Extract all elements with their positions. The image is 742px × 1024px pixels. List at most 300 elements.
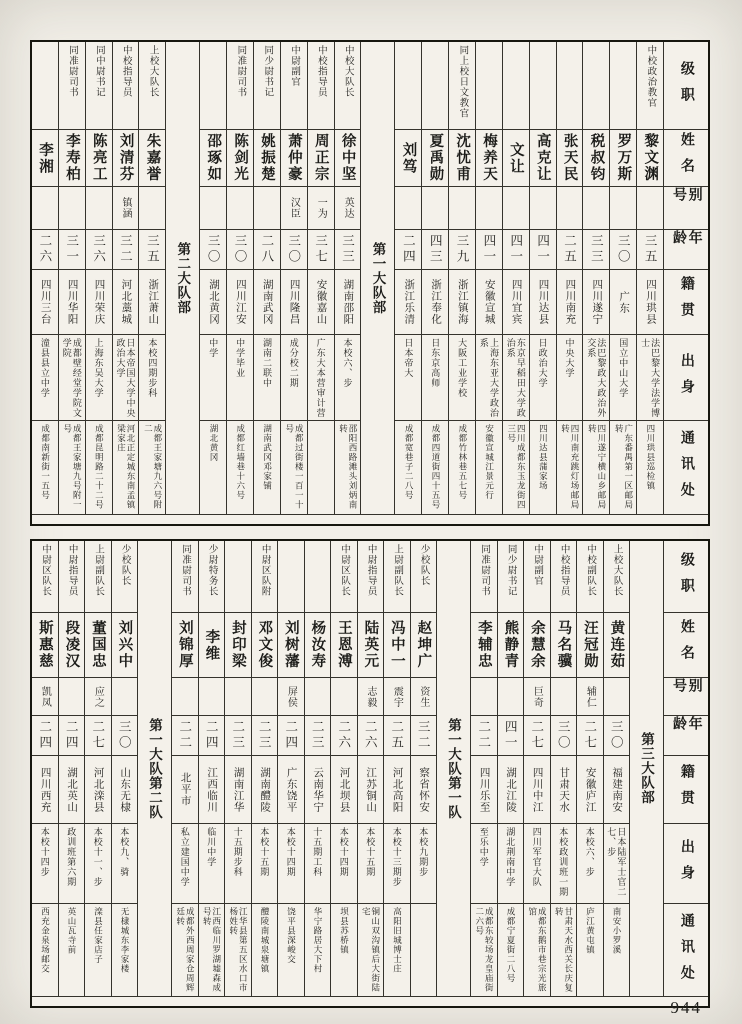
cell-name-text: 沈忧甫	[454, 133, 471, 183]
cell-origin	[384, 756, 410, 824]
section-label-cell	[361, 42, 394, 514]
cell-bg-text: 本校十五期	[259, 827, 270, 877]
cell-bg-text: 至乐中学	[478, 827, 489, 867]
cell-addr-text: 湖南武冈邓家铺	[262, 424, 273, 491]
person-column	[470, 541, 497, 996]
header-cell-addr	[664, 421, 708, 514]
cell-alias-text: 辅仁	[584, 685, 596, 708]
cell-name-text: 杨汝寿	[309, 620, 326, 670]
cell-addr-text: 高阳旧城博士庄	[392, 907, 403, 974]
cell-origin	[411, 756, 437, 824]
cell-alias	[610, 187, 636, 230]
cell-origin-text: 四川江安	[234, 279, 246, 325]
cell-age	[331, 716, 357, 756]
cell-alias	[254, 187, 280, 230]
cell-addr-text: 四川成都东玉龙街四三号	[506, 424, 527, 510]
cell-alias	[278, 678, 304, 716]
cell-addr	[112, 904, 138, 996]
cell-bg-text: 潼县县立中学	[39, 338, 50, 398]
cell-name	[86, 130, 112, 187]
cell-alias-text: 凯凤	[39, 685, 51, 708]
cell-alias	[227, 187, 253, 230]
cell-bg-text: 本校六、步	[342, 338, 353, 388]
person-column	[84, 541, 111, 996]
table-bottom-strip	[32, 514, 708, 524]
cell-age	[384, 716, 410, 756]
cell-alias	[476, 187, 502, 230]
cell-addr-text: 无棣城东李家楼	[120, 907, 130, 974]
cell-age	[449, 230, 475, 270]
cell-addr	[557, 421, 583, 514]
header-label: 籍贯	[678, 276, 694, 328]
person-column	[58, 541, 85, 996]
cell-age	[604, 716, 630, 756]
cell-age-text: 四一	[503, 720, 518, 751]
cell-name-text: 赵坤广	[415, 620, 432, 670]
cell-origin-text: 湖南江华	[232, 766, 244, 813]
cell-name-text: 李维	[203, 628, 220, 662]
cell-bg	[471, 824, 497, 904]
cell-origin-text: 广东	[618, 290, 630, 314]
cell-rank	[85, 541, 111, 613]
cell-addr	[278, 904, 304, 996]
cell-bg-text: 日东京高师	[430, 338, 441, 388]
cell-addr	[331, 904, 357, 996]
cell-bg	[604, 824, 630, 904]
cell-alias	[524, 678, 550, 716]
cell-age	[422, 230, 448, 270]
cell-alias-text: 英达	[342, 197, 354, 219]
cell-name	[172, 613, 198, 678]
cell-addr	[199, 904, 225, 996]
cell-bg-text: 国立中山大学	[618, 338, 629, 398]
cell-rank	[476, 42, 502, 130]
cell-bg-text: 中学毕业	[235, 338, 246, 378]
cell-origin-text: 云南华宁	[312, 766, 324, 813]
cell-bg	[113, 335, 139, 421]
cell-addr-text: 饶平县深峻交	[286, 907, 297, 964]
cell-age-text: 三七	[313, 234, 328, 265]
cell-addr-text: 成都宁夏街二八号	[506, 907, 516, 983]
cell-age	[139, 230, 165, 270]
cell-origin	[422, 270, 448, 335]
cell-addr	[530, 421, 556, 514]
cell-origin-text: 山东无棣	[119, 766, 131, 813]
cell-origin-text: 四川乐至	[478, 766, 490, 813]
cell-addr	[113, 421, 139, 514]
person-column	[138, 42, 165, 514]
cell-rank	[199, 541, 225, 613]
cell-origin	[395, 270, 421, 335]
cell-age-text: 二二	[476, 720, 491, 751]
cell-origin	[59, 756, 85, 824]
person-column	[576, 541, 603, 996]
cell-origin	[59, 270, 85, 335]
cell-name	[577, 613, 603, 678]
cell-addr	[577, 904, 603, 996]
cell-addr-text: 醴陵南城泉塘镇	[260, 907, 270, 974]
cell-origin-text: 湖南醴陵	[259, 766, 271, 813]
cell-rank-text: 同准尉司书	[235, 45, 246, 98]
cell-age-text: 三九	[455, 234, 470, 265]
header-label: 级职	[678, 552, 694, 604]
tables-area	[30, 40, 710, 1021]
cell-age-text: 二四	[64, 720, 79, 751]
cell-name	[305, 613, 331, 678]
cell-rank	[422, 42, 448, 130]
header-label: 姓名	[678, 619, 694, 671]
cell-bg-text: 十五期工科	[312, 827, 323, 877]
cell-name	[112, 613, 138, 678]
person-column	[609, 42, 636, 514]
cell-rank	[335, 42, 361, 130]
cell-alias	[395, 187, 421, 230]
cell-name-text: 姚振楚	[259, 133, 276, 183]
header-label: 年龄	[671, 230, 702, 256]
cell-age	[530, 230, 556, 270]
cell-origin-text: 四川珙县	[644, 279, 656, 325]
cell-rank	[471, 541, 497, 613]
header-cell-origin	[664, 756, 708, 824]
cell-alias-text: 震宇	[391, 685, 403, 708]
cell-name	[411, 613, 437, 678]
cell-alias-text: 汉臣	[288, 197, 300, 219]
cell-bg-text: 本校十四期	[285, 827, 296, 877]
cell-name	[476, 130, 502, 187]
cell-origin	[227, 270, 253, 335]
cell-age	[498, 716, 524, 756]
cell-alias	[471, 678, 497, 716]
cell-bg	[335, 335, 361, 421]
person-column	[636, 42, 663, 514]
cell-rank-text: 同准尉司书	[67, 45, 78, 98]
cell-bg	[610, 335, 636, 421]
cell-addr	[252, 904, 278, 996]
cell-rank	[604, 541, 630, 613]
cell-alias-text: 应之	[92, 685, 104, 708]
cell-origin-text: 河北坝县	[338, 766, 350, 813]
cell-rank-text: 同中尉书记	[93, 45, 104, 98]
cell-bg-text: 日政治大学	[537, 338, 548, 388]
cell-rank-text: 上尉副队长	[93, 544, 104, 597]
cell-bg-text: 本校十四期	[338, 827, 349, 877]
cell-origin	[335, 270, 361, 335]
cell-age-text: 三五	[643, 234, 658, 265]
cell-rank	[59, 42, 85, 130]
cell-rank	[252, 541, 278, 613]
cell-rank	[139, 42, 165, 130]
cell-age	[199, 716, 225, 756]
cell-origin	[583, 270, 609, 335]
cell-age-text: 四三	[428, 234, 443, 265]
cell-alias	[384, 678, 410, 716]
cell-origin-text: 四川荣庆	[93, 279, 105, 325]
cell-origin	[199, 756, 225, 824]
cell-name-text: 刘树藩	[282, 620, 299, 670]
cell-addr	[59, 904, 85, 996]
cell-age	[524, 716, 550, 756]
cell-age	[358, 716, 384, 756]
cell-age	[395, 230, 421, 270]
cell-age	[254, 230, 280, 270]
cell-alias-text: 资生	[417, 685, 429, 708]
cell-age-text: 三〇	[616, 234, 631, 265]
cell-origin	[577, 756, 603, 824]
section-label-cell	[630, 541, 663, 996]
cell-origin	[604, 756, 630, 824]
cell-bg-text: 日本帝国大学中央政治大学	[115, 338, 136, 418]
cell-bg	[112, 824, 138, 904]
cell-alias-text: 镇涵	[120, 197, 132, 219]
cell-origin	[331, 756, 357, 824]
cell-origin-text: 河北滦县	[92, 766, 104, 813]
cell-bg	[86, 335, 112, 421]
cell-age-text: 二四	[283, 720, 298, 751]
cell-age-text: 二四	[37, 720, 52, 751]
cell-bg-text: 本校九、骑	[119, 827, 130, 877]
header-cell-rank	[664, 541, 708, 613]
cell-bg	[331, 824, 357, 904]
cell-addr-text: 四川珙县巡检镇	[645, 424, 656, 491]
cell-rank	[577, 541, 603, 613]
cell-rank-text: 中校副队长	[585, 544, 596, 597]
cell-addr	[498, 904, 524, 996]
cell-alias	[308, 187, 334, 230]
cell-rank-text: 同准尉司书	[479, 544, 490, 597]
cell-age	[476, 230, 502, 270]
cell-rank-text: 上校大队长	[147, 45, 158, 98]
header-label: 别号	[671, 187, 702, 213]
cell-rank-text: 中校政治教官	[645, 45, 656, 108]
cell-bg-text: 成都壁经堂学院文学院	[61, 338, 82, 418]
cell-name-text: 黄连茹	[608, 620, 625, 670]
cell-origin-text: 浙江萧山	[147, 279, 159, 325]
cell-origin-text: 浙江镇海	[456, 279, 468, 325]
cell-name	[139, 130, 165, 187]
cell-bg	[411, 824, 437, 904]
cell-age	[278, 716, 304, 756]
cell-origin	[113, 270, 139, 335]
cell-addr-text: 江西临川罗湖墟森成号转	[202, 907, 222, 993]
cell-origin-text: 四川西充	[39, 766, 51, 813]
cell-bg-text: 法巴黎大学法学博士	[640, 338, 661, 418]
cell-alias	[199, 678, 225, 716]
cell-age-text: 二七	[529, 720, 544, 751]
cell-origin	[503, 270, 529, 335]
cell-alias-text: 巨奇	[531, 685, 543, 708]
header-cell-bg	[664, 335, 708, 421]
header-label: 年龄	[671, 716, 702, 742]
cell-rank	[411, 541, 437, 613]
cell-bg-text: 政训班第六期	[66, 827, 77, 887]
cell-age	[503, 230, 529, 270]
cell-rank-text: 中尉指导员	[66, 544, 77, 597]
cell-addr	[583, 421, 609, 514]
cell-age	[557, 230, 583, 270]
section-label: 第三大队部	[639, 732, 655, 805]
cell-addr	[305, 904, 331, 996]
person-column	[523, 541, 550, 996]
cell-origin-text: 北平市	[179, 772, 191, 807]
cell-rank	[583, 42, 609, 130]
cell-rank	[524, 541, 550, 613]
cell-rank	[308, 42, 334, 130]
cell-name-text: 熊静青	[502, 620, 519, 670]
register-table-top-columns	[32, 42, 708, 514]
header-label: 出身	[678, 839, 694, 891]
cell-bg	[32, 335, 58, 421]
cell-bg	[551, 824, 577, 904]
cell-rank	[449, 42, 475, 130]
cell-origin-text: 湖南邵阳	[342, 279, 354, 325]
cell-bg-text: 私立建国中学	[179, 827, 190, 887]
cell-name	[422, 130, 448, 187]
cell-name-text: 陈剑光	[232, 133, 249, 183]
cell-name	[551, 613, 577, 678]
cell-bg-text: 日本陆军士官二七、步	[606, 827, 627, 897]
cell-name	[503, 130, 529, 187]
cell-age	[225, 716, 251, 756]
cell-bg-text: 本校十三期步	[391, 827, 402, 887]
cell-name	[335, 130, 361, 187]
cell-bg	[384, 824, 410, 904]
cell-name	[637, 130, 663, 187]
cell-addr	[610, 421, 636, 514]
cell-origin-text: 浙江乐清	[403, 279, 415, 325]
cell-rank-text: 同少尉书记	[505, 544, 516, 597]
cell-age-text: 二六	[336, 720, 351, 751]
cell-name	[252, 613, 278, 678]
cell-name-text: 王恩溥	[335, 620, 352, 670]
cell-bg-text: 本校九期步	[418, 827, 429, 877]
section-divider-column	[436, 541, 470, 996]
header-cell-origin	[664, 270, 708, 335]
cell-age	[308, 230, 334, 270]
person-column	[171, 541, 198, 996]
cell-name	[530, 130, 556, 187]
cell-rank-text: 少尉特务长	[206, 544, 217, 597]
cell-name-text: 陈亮工	[90, 133, 107, 183]
cell-alias	[113, 187, 139, 230]
cell-rank	[395, 42, 421, 130]
cell-rank	[200, 42, 226, 130]
cell-alias	[281, 187, 307, 230]
person-column	[410, 541, 437, 996]
header-cell-alias	[664, 678, 708, 716]
cell-name	[395, 130, 421, 187]
cell-rank	[227, 42, 253, 130]
cell-age-text: 二四	[401, 234, 416, 265]
header-cell-name	[664, 613, 708, 678]
cell-rank	[551, 541, 577, 613]
cell-origin	[308, 270, 334, 335]
cell-origin-text: 四川遂宁	[591, 279, 603, 325]
cell-age	[577, 716, 603, 756]
cell-age-text: 四一	[535, 234, 550, 265]
section-label-cell	[437, 541, 470, 996]
cell-addr	[335, 421, 361, 514]
cell-name	[225, 613, 251, 678]
cell-addr-text: 成都王家塘九号附一号	[62, 424, 83, 510]
cell-rank	[32, 541, 58, 613]
cell-bg-text: 湖北荆南中学	[505, 827, 516, 887]
cell-name-text: 梅养天	[481, 133, 498, 183]
cell-age-text: 三五	[145, 234, 160, 265]
header-label: 通讯处	[678, 912, 694, 991]
cell-origin	[254, 270, 280, 335]
cell-addr	[85, 904, 111, 996]
cell-addr-text: 庐江黄屯镇	[585, 907, 596, 955]
cell-bg-text: 上海东吴大学	[93, 338, 104, 398]
cell-age-text: 二六	[37, 234, 52, 265]
cell-bg	[498, 824, 524, 904]
cell-alias	[583, 187, 609, 230]
cell-addr-text: 成都四道街四十五号	[430, 424, 441, 510]
cell-age	[252, 716, 278, 756]
cell-alias	[551, 678, 577, 716]
cell-addr-text: 铜山双沟镇后大街陆宅	[361, 907, 381, 993]
cell-alias	[112, 678, 138, 716]
cell-name	[227, 130, 253, 187]
cell-name	[278, 613, 304, 678]
cell-origin	[476, 270, 502, 335]
cell-name	[113, 130, 139, 187]
cell-origin-text: 福建南安	[611, 766, 623, 813]
cell-name	[59, 130, 85, 187]
cell-addr	[227, 421, 253, 514]
cell-rank	[637, 42, 663, 130]
cell-bg-text: 本校六、步	[584, 827, 595, 877]
person-column	[224, 541, 251, 996]
cell-addr	[411, 904, 437, 996]
cell-origin-text: 安徽嘉山	[315, 279, 327, 325]
cell-origin-text: 四川三台	[39, 279, 51, 325]
cell-name	[308, 130, 334, 187]
cell-name-text: 周正宗	[312, 133, 329, 183]
cell-origin-text: 河北高阳	[391, 766, 403, 813]
cell-rank	[305, 541, 331, 613]
person-column	[550, 541, 577, 996]
cell-bg-text: 广东大本营审计营	[315, 338, 326, 418]
cell-bg-text: 本校政训班一期	[558, 827, 569, 897]
cell-rank	[610, 42, 636, 130]
cell-alias	[449, 187, 475, 230]
person-column	[383, 541, 410, 996]
cell-age-text: 二六	[363, 720, 378, 751]
cell-alias	[32, 678, 58, 716]
cell-age-text: 二七	[582, 720, 597, 751]
cell-bg-text: 日本帝大	[403, 338, 414, 378]
cell-origin-text: 四川隆昌	[288, 279, 300, 325]
cell-age-text: 三一	[64, 234, 79, 265]
cell-age	[200, 230, 226, 270]
cell-bg	[637, 335, 663, 421]
cell-rank	[278, 541, 304, 613]
cell-age	[305, 716, 331, 756]
cell-bg-text: 临川中学	[206, 827, 217, 867]
cell-bg	[524, 824, 550, 904]
cell-age-text: 三二	[416, 720, 431, 751]
cell-name-text: 刘兴中	[116, 620, 133, 670]
cell-rank-text: 少校队长	[119, 544, 130, 586]
cell-age-text: 二七	[90, 720, 105, 751]
section-label: 第一大队部	[370, 241, 386, 315]
cell-rank	[86, 42, 112, 130]
cell-origin	[112, 756, 138, 824]
cell-bg	[225, 824, 251, 904]
cell-origin	[32, 270, 58, 335]
cell-addr-text: 四川遂宁横山乡邮局转	[587, 424, 607, 510]
